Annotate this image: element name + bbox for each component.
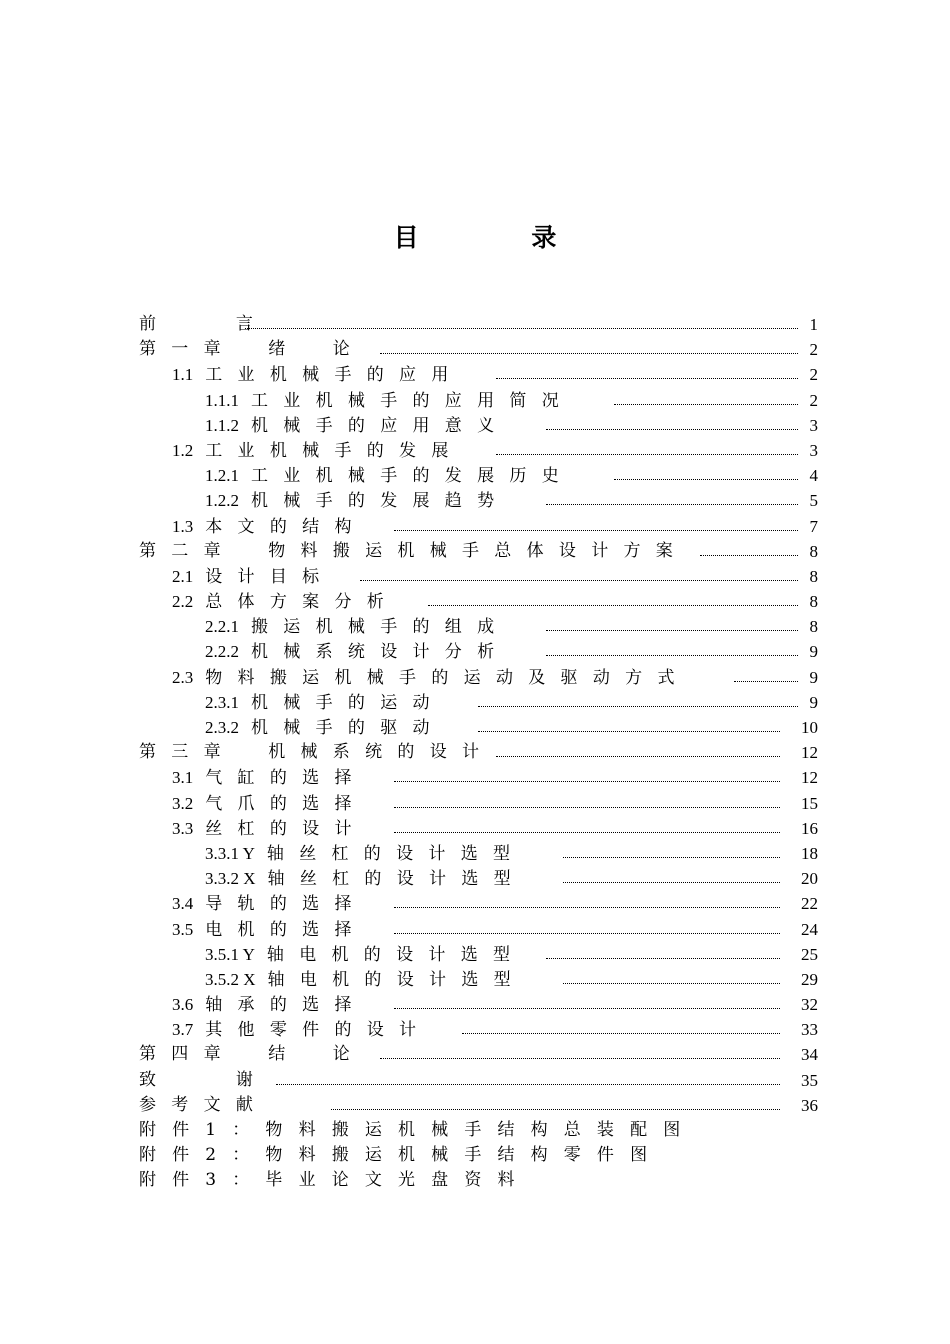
toc-entry-number: 3.7	[172, 1020, 194, 1040]
toc-page-number: 5	[809, 491, 818, 511]
toc-page-number: 32	[801, 995, 818, 1015]
dot-leader	[478, 715, 780, 740]
toc-entry[interactable]	[0, 1042, 950, 1067]
toc-entry[interactable]	[0, 312, 950, 337]
toc-entry-number: 1.1	[172, 365, 194, 385]
toc-entry[interactable]	[0, 665, 950, 690]
toc-entry-title: 参考文献	[139, 1094, 269, 1115]
toc-entry-title: 机械系统设计分析	[251, 642, 510, 663]
dot-leader	[546, 413, 798, 438]
toc-entry-title: 丝杠的设计	[205, 818, 367, 839]
toc-entry-number: 2.2.1	[205, 617, 239, 637]
toc-entry-title: 设计目标	[205, 566, 335, 587]
toc-page-number: 2	[809, 340, 818, 360]
dot-leader	[245, 312, 798, 337]
toc-page-number: 16	[801, 818, 818, 838]
toc-entry[interactable]	[0, 992, 950, 1017]
toc-entry-title: 机械手的应用意义	[251, 415, 510, 436]
table-of-contents	[0, 312, 950, 1194]
toc-entry-number: 2.3.2	[205, 718, 239, 737]
toc-entry[interactable]	[0, 715, 950, 740]
toc-page-number: 9	[809, 667, 818, 687]
toc-entry-title: 附件1：物料搬运机械手结构总装配图	[139, 1120, 697, 1140]
toc-entry[interactable]	[0, 362, 950, 387]
dot-leader	[563, 841, 780, 866]
toc-page-number: 12	[801, 743, 818, 763]
toc-entry-title: 工业机械手的发展	[205, 440, 464, 461]
dot-leader	[394, 917, 780, 942]
toc-entry-title: 第二章 物料搬运机械手总体设计方案	[139, 540, 689, 561]
toc-entry-number: 3.4	[172, 894, 194, 914]
toc-entry-number: 3.3.1 Y	[205, 843, 255, 863]
toc-page-number: 15	[801, 793, 818, 813]
toc-entry-number: 3.3.2 X	[205, 869, 256, 889]
toc-entry-title: 轴丝杠的设计选型	[266, 843, 526, 864]
toc-entry-number: 2.1	[172, 566, 194, 586]
dot-leader	[563, 866, 780, 891]
toc-page-number: 9	[809, 692, 818, 712]
toc-page-number: 24	[801, 919, 818, 939]
dot-leader	[380, 337, 798, 362]
toc-page-number: 20	[801, 869, 818, 889]
toc-entry[interactable]	[0, 413, 950, 438]
toc-entry[interactable]	[0, 765, 950, 790]
toc-entry[interactable]	[0, 942, 950, 967]
toc-entry[interactable]	[0, 514, 950, 539]
dot-leader	[394, 891, 780, 916]
toc-entry-number: 2.3	[172, 667, 194, 687]
toc-entry-title: 机械手的驱动	[251, 718, 445, 738]
toc-entry[interactable]	[0, 1168, 950, 1193]
toc-entry-number: 1.1.2	[205, 415, 239, 435]
toc-entry[interactable]	[0, 1143, 950, 1168]
toc-entry-title: 气缸的选择	[205, 768, 367, 789]
toc-entry[interactable]	[0, 589, 950, 614]
toc-entry[interactable]	[0, 438, 950, 463]
toc-entry[interactable]	[0, 337, 950, 362]
toc-entry[interactable]	[0, 866, 950, 891]
toc-page-number: 10	[801, 718, 818, 737]
toc-page-number: 2	[809, 390, 818, 410]
toc-entry-number: 1.2.2	[205, 491, 239, 511]
toc-entry-title: 机械手的运动	[251, 692, 445, 713]
dot-leader	[496, 438, 798, 463]
toc-entry-number: 2.3.1	[205, 692, 239, 712]
toc-page-number: 25	[801, 944, 818, 964]
toc-entry[interactable]	[0, 463, 950, 488]
toc-entry[interactable]	[0, 539, 950, 564]
dot-leader	[394, 816, 780, 841]
toc-entry[interactable]	[0, 690, 950, 715]
toc-page-number: 4	[809, 466, 818, 486]
toc-entry-title: 第一章 绪 论	[139, 339, 366, 360]
toc-entry-title: 工业机械手的发展历史	[251, 466, 574, 487]
page-title: 目 录	[393, 223, 609, 252]
dot-leader	[331, 1093, 780, 1118]
toc-entry-title: 物料搬运机械手的运动及驱动方式	[205, 667, 690, 688]
dot-leader	[428, 589, 798, 614]
toc-entry[interactable]	[0, 917, 950, 942]
toc-entry-title: 总体方案分析	[205, 592, 400, 613]
toc-entry-title: 轴电机的设计选型	[267, 969, 526, 990]
toc-entry-title: 第三章 机械系统的设计	[139, 742, 495, 763]
toc-entry-title: 机械手的发展趋势	[251, 491, 510, 512]
toc-entry-title: 轴丝杠的设计选型	[267, 869, 526, 890]
toc-entry[interactable]	[0, 614, 950, 639]
toc-entry-title: 前 言	[139, 314, 269, 334]
dot-leader	[276, 1068, 780, 1093]
toc-entry[interactable]	[0, 816, 950, 841]
toc-page-number: 12	[801, 768, 818, 788]
toc-page-number: 22	[801, 894, 818, 914]
toc-entry-title: 工业机械手的应用简况	[251, 390, 574, 411]
toc-entry-title: 其他零件的设计	[205, 1020, 432, 1041]
toc-entry-number: 1.2	[172, 440, 194, 460]
dot-leader	[614, 388, 798, 413]
toc-page-number: 29	[801, 969, 818, 989]
toc-entry[interactable]	[0, 488, 950, 513]
dot-leader	[546, 614, 798, 639]
toc-page-number: 33	[801, 1020, 818, 1040]
toc-entry[interactable]	[0, 1093, 950, 1118]
toc-entry-number: 3.6	[172, 995, 194, 1015]
dot-leader	[546, 488, 798, 513]
toc-entry[interactable]	[0, 841, 950, 866]
toc-page-number: 9	[809, 642, 818, 662]
toc-page-number: 8	[809, 592, 818, 612]
toc-page-number: 2	[809, 365, 818, 385]
toc-entry-title: 本文的结构	[205, 516, 367, 537]
toc-entry[interactable]	[0, 1017, 950, 1042]
dot-leader	[360, 564, 798, 589]
toc-entry-number: 3.5	[172, 919, 194, 939]
dot-leader	[394, 765, 780, 790]
dot-leader	[394, 992, 780, 1017]
dot-leader	[546, 639, 798, 664]
dot-leader	[614, 463, 798, 488]
dot-leader	[462, 1017, 780, 1042]
toc-page-number: 8	[809, 617, 818, 637]
toc-entry[interactable]	[0, 891, 950, 916]
dot-leader	[496, 362, 798, 387]
toc-entry-title: 电机的选择	[205, 919, 367, 940]
toc-entry-number: 1.2.1	[205, 466, 239, 486]
toc-entry-title: 附件3：毕业论文光盘资料	[139, 1170, 531, 1191]
toc-entry-number: 3.5.1 Y	[205, 944, 255, 964]
toc-entry-number: 2.2.2	[205, 642, 239, 662]
toc-page-number: 1	[809, 315, 818, 334]
toc-entry[interactable]	[0, 967, 950, 992]
toc-page-number: 8	[809, 541, 818, 561]
toc-entry[interactable]	[0, 1118, 950, 1143]
dot-leader	[478, 690, 798, 715]
toc-page-number: 8	[809, 566, 818, 586]
toc-page-number: 18	[801, 843, 818, 863]
toc-entry-number: 3.1	[172, 768, 194, 788]
toc-entry-number: 1.3	[172, 516, 194, 536]
toc-entry-title: 工业机械手的应用	[205, 365, 464, 386]
toc-entry-title: 附件2：物料搬运机械手结构零件图	[139, 1145, 664, 1166]
toc-page-number: 34	[801, 1045, 818, 1065]
toc-entry-number: 1.1.1	[205, 390, 239, 410]
toc-entry-number: 3.2	[172, 793, 194, 813]
toc-entry-title: 轴电机的设计选型	[266, 944, 526, 965]
toc-entry-title: 轴承的选择	[205, 995, 367, 1016]
dot-leader	[546, 942, 780, 967]
toc-page-number: 3	[809, 415, 818, 435]
toc-entry[interactable]	[0, 388, 950, 413]
toc-page-number: 36	[801, 1095, 818, 1115]
toc-entry-title: 气爪的选择	[205, 793, 367, 814]
toc-entry[interactable]	[0, 639, 950, 664]
toc-entry-number: 3.5.2 X	[205, 969, 256, 989]
toc-entry[interactable]	[0, 791, 950, 816]
toc-entry-number: 3.3	[172, 818, 194, 838]
toc-entry-title: 搬运机械手的组成	[251, 617, 510, 638]
toc-entry[interactable]	[0, 564, 950, 589]
toc-entry-number: 2.2	[172, 592, 194, 612]
dot-leader	[563, 967, 780, 992]
toc-page-number: 7	[809, 516, 818, 536]
dot-leader	[496, 740, 780, 765]
dot-leader	[394, 514, 798, 539]
toc-entry-title: 致 谢	[139, 1069, 269, 1090]
toc-entry[interactable]	[0, 1068, 950, 1093]
dot-leader	[380, 1042, 780, 1067]
toc-entry-title: 第四章 结 论	[139, 1044, 366, 1065]
toc-entry-title: 导轨的选择	[205, 894, 367, 915]
toc-page-number: 35	[801, 1070, 818, 1090]
dot-leader	[394, 791, 780, 816]
toc-entry[interactable]	[0, 740, 950, 765]
toc-page-number: 3	[809, 440, 818, 460]
